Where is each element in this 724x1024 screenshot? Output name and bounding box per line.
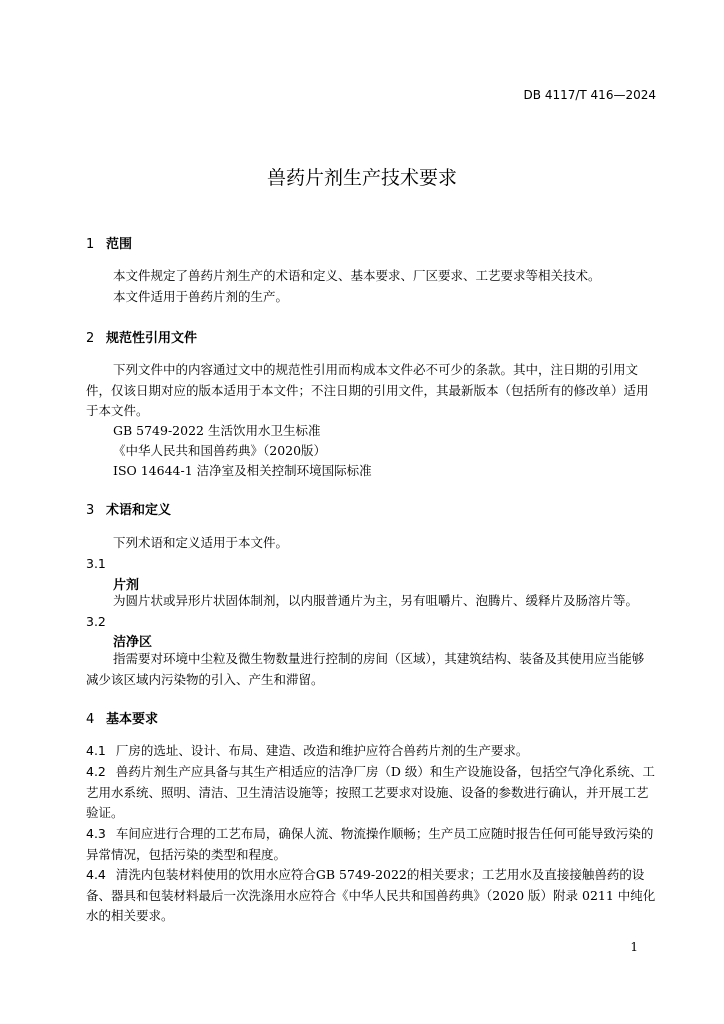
clause-number: 4.2 <box>86 764 106 779</box>
section-title: 规范性引用文件 <box>106 331 198 346</box>
references-intro-paragraph: 下列文件中的内容通过文中的规范性引用而构成本文件必不可少的条款。其中，注日期的引用文件，仅该日期对应的版本适用于本文件；不注日期的引用文件，其最新版本（包括所有的修改单）适用于本文件。 <box>86 362 649 418</box>
clause-number: 4.1 <box>86 743 106 758</box>
clause-text: 车间应进行合理的工艺布局，确保人流、物流操作顺畅；生产员工应随时报告任何可能导致污染的异常情况，包括污染的类型和程度。 <box>86 826 654 862</box>
term-name: 片剂 <box>113 578 140 593</box>
section-number: 1 <box>86 237 95 252</box>
section-4-heading <box>86 708 158 727</box>
section-1-heading <box>86 233 132 252</box>
section-title: 术语和定义 <box>106 503 172 518</box>
term-definition: 为圆片状或异形片状固体制剂，以内服普通片为主，另有咀嚼片、泡腾片、缓释片及肠溶片等。 <box>113 593 639 608</box>
term-name: 洁净区 <box>113 635 153 650</box>
scope-paragraph-1: 本文件规定了兽药片剂生产的术语和定义、基本要求、厂区要求、工艺要求等相关技术。 <box>113 268 601 283</box>
clause-4-2 <box>86 762 656 824</box>
clause-4-3 <box>86 824 656 865</box>
clause-text: 厂房的选址、设计、布局、建造、改造和维护应符合兽药片剂的生产要求。 <box>115 743 529 758</box>
clause-4-1 <box>86 741 656 762</box>
term-number: 3.1 <box>86 556 106 571</box>
clause-4-4 <box>86 865 656 927</box>
section-3-heading <box>86 499 171 518</box>
section-number: 4 <box>86 712 95 727</box>
document-code: DB 4117/T 416—2024 <box>523 88 656 102</box>
clause-text: 兽药片剂生产应具备与其生产相适应的洁净厂房（D 级）和生产设施设备，包括空气净化系统、工艺用水系统、照明、清洁、卫生清洁设施等；按照工艺要求对设施、设备的参数进行确认，并开展工艺验证。 <box>86 764 655 820</box>
section-title: 范围 <box>106 237 133 252</box>
scope-paragraph-2: 本文件适用于兽药片剂的生产。 <box>113 289 289 304</box>
reference-item: GB 5749-2022 生活饮用水卫生标准 <box>113 423 321 438</box>
terms-intro-paragraph: 下列术语和定义适用于本文件。 <box>113 535 289 550</box>
reference-item: 《中华人民共和国兽药典》（2020版） <box>113 443 327 458</box>
clause-text: 清洗内包装材料使用的饮用水应符合GB 5749-2022的相关要求；工艺用水及直接接触兽药的设备、器具和包装材料最后一次洗涤用水应符合《中华人民共和国兽药典》（2020 版）附录 0211 中纯化水的相关要求。 <box>86 867 656 923</box>
clause-number: 4.4 <box>86 867 106 882</box>
document-title: 兽药片剂生产技术要求 <box>266 167 457 189</box>
section-title: 基本要求 <box>106 712 159 727</box>
clause-number: 4.3 <box>86 826 106 841</box>
term-number: 3.2 <box>86 614 106 629</box>
page-number: 1 <box>630 940 638 954</box>
term-definition: 指需要对环境中尘粒及微生物数量进行控制的房间（区域），其建筑结构、装备及其使用应当能够减少该区域内污染物的引入、产生和滞留。 <box>86 651 645 687</box>
reference-item: ISO 14644-1 洁净室及相关控制环境国际标准 <box>113 463 372 478</box>
section-2-heading <box>86 327 197 346</box>
section-number: 2 <box>86 331 95 346</box>
section-number: 3 <box>86 503 95 518</box>
